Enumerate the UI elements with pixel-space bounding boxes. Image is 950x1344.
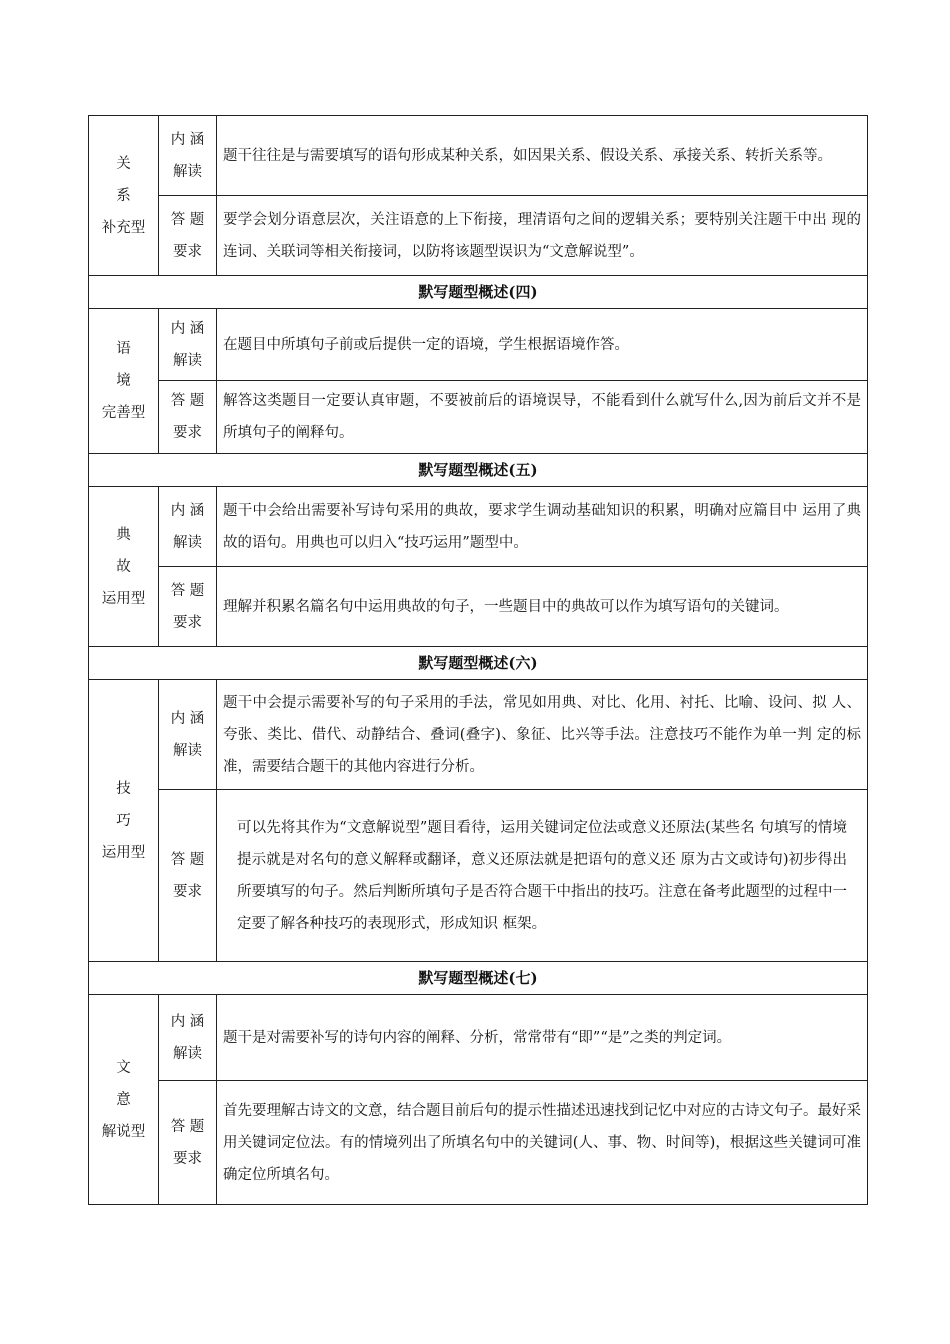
label-line-1: 答 题 [170, 582, 205, 599]
overview-table [88, 115, 868, 1205]
table-row [89, 381, 868, 454]
neihan-label [159, 680, 217, 790]
neihan-label [159, 309, 217, 381]
category-line-1: 语 境 [116, 341, 149, 389]
label-line-1: 答 题 [170, 211, 205, 228]
table-row [89, 567, 868, 647]
label-line-2: 解读 [173, 534, 202, 551]
category-cell [89, 680, 159, 962]
category-line-2: 解说型 [101, 1123, 146, 1140]
category-line-2: 补充型 [101, 219, 146, 236]
label-line-1: 内 涵 [170, 502, 205, 519]
category-cell [89, 487, 159, 647]
table-row [89, 1081, 868, 1205]
neihan-text: 题干是对需要补写的诗句内容的阐释、分析，常常带有“即”“是”之类的判定词。 [217, 995, 868, 1081]
table-row [89, 995, 868, 1081]
neihan-text: 题干中会提示需要补写的句子采用的手法，常见如用典、对比、化用、衬托、比喻、设问、拟 人、夸张、类比、借代、动静结合、叠词(叠字)、象征、比兴等手法。注意技巧不能作为单一判 定的标准，需要结合题干的其他内容进行分析。 [217, 680, 868, 790]
label-line-2: 要求 [173, 1150, 202, 1167]
label-line-2: 要求 [173, 883, 202, 900]
dati-label [159, 1081, 217, 1205]
section-heading-row [89, 276, 868, 309]
table-row [89, 680, 868, 790]
dati-text: 要学会划分语意层次，关注语意的上下衔接，理清语句之间的逻辑关系；要特别关注题干中出 现的连词、关联词等相关衔接词，以防将该题型误识为“文意解说型”。 [217, 196, 868, 276]
category-cell [89, 116, 159, 276]
label-line-1: 答 题 [170, 1118, 205, 1135]
section-heading: 默写题型概述(四) [89, 276, 868, 309]
section-heading: 默写题型概述(六) [89, 647, 868, 680]
table-row [89, 309, 868, 381]
overview-table-container [88, 115, 868, 1205]
label-line-1: 内 涵 [170, 710, 205, 727]
label-line-2: 解读 [173, 163, 202, 180]
dati-label [159, 196, 217, 276]
dati-label [159, 790, 217, 962]
section-heading-row [89, 647, 868, 680]
label-line-2: 要求 [173, 243, 202, 260]
label-line-2: 解读 [173, 352, 202, 369]
category-line-2: 完善型 [101, 405, 146, 421]
category-line-1: 典 故 [116, 526, 149, 575]
section-heading: 默写题型概述(七) [89, 962, 868, 995]
label-line-2: 解读 [173, 1045, 202, 1062]
table-row [89, 116, 868, 196]
neihan-text: 在题目中所填句子前或后提供一定的语境，学生根据语境作答。 [217, 309, 868, 381]
neihan-label [159, 487, 217, 567]
label-line-1: 内 涵 [170, 1013, 205, 1030]
dati-text: 理解并积累名篇名句中运用典故的句子，一些题目中的典故可以作为填写语句的关键词。 [217, 567, 868, 647]
table-row [89, 487, 868, 567]
category-line-1: 关 系 [116, 155, 149, 204]
dati-label [159, 567, 217, 647]
neihan-text: 题干往往是与需要填写的语句形成某种关系，如因果关系、假设关系、承接关系、转折关系等。 [217, 116, 868, 196]
section-heading-row [89, 962, 868, 995]
label-line-1: 答 题 [170, 851, 205, 868]
label-line-2: 要求 [173, 425, 202, 441]
label-line-2: 解读 [173, 742, 202, 759]
label-line-2: 要求 [173, 614, 202, 631]
category-line-2: 运用型 [101, 844, 146, 861]
section-heading-row [89, 454, 868, 487]
category-cell [89, 309, 159, 454]
category-line-1: 文 意 [116, 1059, 149, 1108]
section-heading: 默写题型概述(五) [89, 454, 868, 487]
dati-text: 解答这类题目一定要认真审题，不要被前后的语境误导，不能看到什么就写什么,因为前后文并不是所填句子的阐释句。 [217, 381, 868, 454]
neihan-text: 题干中会给出需要补写诗句采用的典故，要求学生调动基础知识的积累，明确对应篇目中 运用了典故的语句。用典也可以归入“技巧运用”题型中。 [217, 487, 868, 567]
dati-label [159, 381, 217, 454]
table-row [89, 790, 868, 962]
label-line-1: 内 涵 [170, 320, 205, 337]
neihan-label [159, 116, 217, 196]
category-line-2: 运用型 [101, 590, 146, 607]
category-line-1: 技 巧 [116, 780, 149, 829]
label-line-1: 内 涵 [170, 131, 205, 148]
label-line-1: 答 题 [170, 393, 205, 409]
dati-text: 首先要理解古诗文的文意，结合题目前后句的提示性描述迅速找到记忆中对应的古诗文句子。最好采用关键词定位法。有的情境列出了所填名句中的关键词(人、事、物、时间等)，根据这些关键词可准确定位所填名句。 [217, 1081, 868, 1205]
neihan-label [159, 995, 217, 1081]
table-row [89, 196, 868, 276]
dati-text: 可以先将其作为“文意解说型”题目看待，运用关键词定位法或意义还原法(某些名 句填写的情境提示就是对名句的意义解释或翻译，意义还原法就是把语句的意义还 原为古文或诗句)初步得出所要填写的句子。然后判断所填句子是否符合题干中指出的技巧。注意在备考此题型的过程中一定要了解各种技巧的表现形式，形成知识 框架。 [217, 790, 868, 962]
category-cell [89, 995, 159, 1205]
